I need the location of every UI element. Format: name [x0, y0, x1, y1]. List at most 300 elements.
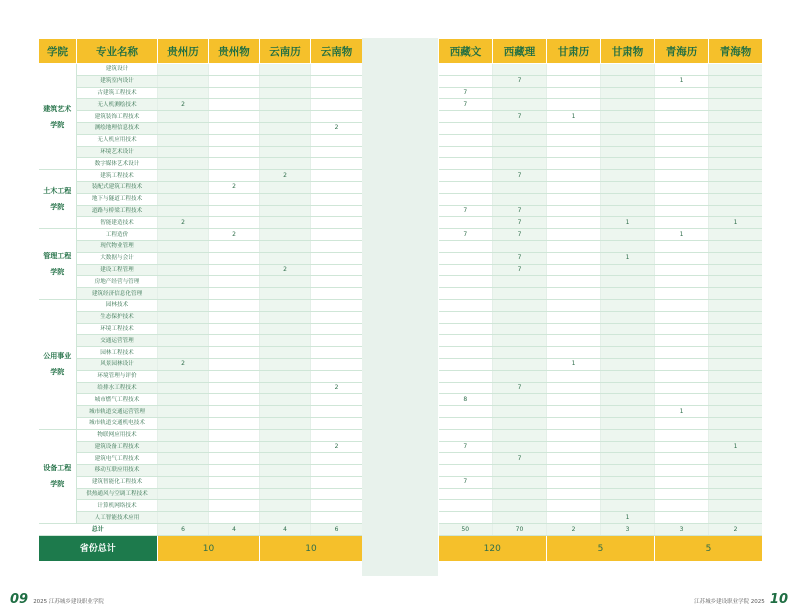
quota-cell: [547, 512, 601, 524]
quota-cell: [493, 323, 547, 335]
quota-cell: [158, 323, 209, 335]
quota-cell: [601, 465, 655, 477]
table-row: [439, 240, 763, 252]
quota-cell: [655, 347, 709, 359]
quota-cell: [260, 240, 311, 252]
quota-cell: [547, 311, 601, 323]
total-cell: 70: [493, 524, 547, 536]
quota-cell: [493, 335, 547, 347]
quota-cell: [709, 64, 763, 76]
quota-cell: [601, 64, 655, 76]
quota-cell: [709, 417, 763, 429]
quota-cell: 7: [439, 99, 493, 111]
quota-cell: [158, 453, 209, 465]
quota-cell: 7: [493, 453, 547, 465]
table-row: [39, 323, 363, 335]
table-row: [439, 476, 763, 488]
quota-cell: [209, 87, 260, 99]
quota-cell: [439, 488, 493, 500]
quota-cell: [655, 170, 709, 182]
quota-cell: [547, 476, 601, 488]
quota-cell: 7: [493, 264, 547, 276]
major-name: 建筑设计: [77, 64, 158, 76]
right-enrollment-table: [438, 38, 762, 561]
quota-cell: [260, 75, 311, 87]
table-row: [439, 111, 763, 123]
major-name: 智能建造技术: [77, 217, 158, 229]
quota-cell: [655, 465, 709, 477]
table-row: [39, 382, 363, 394]
quota-cell: [601, 122, 655, 134]
quota-cell: 2: [158, 99, 209, 111]
province-total-cell: 10: [260, 536, 363, 562]
quota-cell: [209, 488, 260, 500]
quota-cell: [158, 264, 209, 276]
province-total-cell: 10: [158, 536, 260, 562]
table-row: [439, 500, 763, 512]
quota-cell: [709, 358, 763, 370]
table-row: [439, 170, 763, 182]
major-name: 移动互联应用技术: [77, 465, 158, 477]
quota-cell: [547, 170, 601, 182]
table-row: [39, 347, 363, 359]
quota-cell: [709, 240, 763, 252]
table-row: [439, 193, 763, 205]
quota-cell: [311, 311, 363, 323]
quota-cell: [439, 276, 493, 288]
quota-cell: [655, 382, 709, 394]
quota-cell: [709, 134, 763, 146]
quota-cell: 2: [158, 217, 209, 229]
quota-cell: [655, 370, 709, 382]
quota-cell: [601, 276, 655, 288]
quota-cell: [311, 64, 363, 76]
quota-cell: [439, 500, 493, 512]
quota-cell: [547, 299, 601, 311]
quota-cell: [439, 370, 493, 382]
quota-cell: [209, 276, 260, 288]
quota-cell: [601, 441, 655, 453]
table-row: [439, 64, 763, 76]
quota-cell: [209, 311, 260, 323]
column-header: 学院: [39, 39, 77, 64]
table-row: [39, 111, 363, 123]
quota-cell: [709, 170, 763, 182]
quota-cell: [709, 311, 763, 323]
quota-cell: [709, 87, 763, 99]
quota-cell: [655, 311, 709, 323]
quota-cell: [601, 264, 655, 276]
quota-cell: [655, 323, 709, 335]
table-row: [39, 170, 363, 182]
quota-cell: [260, 394, 311, 406]
quota-cell: [709, 146, 763, 158]
table-row: [439, 335, 763, 347]
quota-cell: [655, 417, 709, 429]
quota-cell: [655, 146, 709, 158]
quota-cell: 1: [601, 512, 655, 524]
table-row: [39, 122, 363, 134]
quota-cell: [601, 181, 655, 193]
table-row: [439, 394, 763, 406]
quota-cell: [601, 75, 655, 87]
quota-cell: [439, 382, 493, 394]
quota-cell: [158, 229, 209, 241]
quota-cell: [493, 512, 547, 524]
quota-cell: [439, 111, 493, 123]
table-row: [39, 429, 363, 441]
quota-cell: [209, 75, 260, 87]
table-row: [39, 465, 363, 477]
quota-cell: [493, 99, 547, 111]
table-row: [39, 288, 363, 300]
quota-cell: [709, 370, 763, 382]
quota-cell: [158, 465, 209, 477]
quota-cell: 7: [493, 252, 547, 264]
column-header: 云南历: [260, 39, 311, 64]
quota-cell: [260, 476, 311, 488]
quota-cell: [655, 122, 709, 134]
quota-cell: 7: [493, 382, 547, 394]
quota-cell: [260, 146, 311, 158]
quota-cell: [493, 299, 547, 311]
total-cell: 4: [260, 524, 311, 536]
table-row: [439, 217, 763, 229]
quota-cell: [655, 276, 709, 288]
footer-meta-right: 江苏城乡建设职业学院 2025: [694, 599, 765, 605]
quota-cell: [158, 122, 209, 134]
table-row: [439, 276, 763, 288]
quota-cell: [655, 288, 709, 300]
table-row: [439, 370, 763, 382]
quota-cell: 7: [439, 441, 493, 453]
quota-cell: 7: [493, 229, 547, 241]
major-name: 环境艺术设计: [77, 146, 158, 158]
table-row: [39, 417, 363, 429]
quota-cell: [709, 229, 763, 241]
quota-cell: [209, 512, 260, 524]
table-row: [39, 240, 363, 252]
quota-cell: [709, 406, 763, 418]
quota-cell: [547, 417, 601, 429]
quota-cell: [709, 323, 763, 335]
quota-cell: [655, 111, 709, 123]
quota-cell: [158, 406, 209, 418]
quota-cell: [439, 64, 493, 76]
major-name: 道路与桥梁工程技术: [77, 205, 158, 217]
column-header: 西藏理: [493, 39, 547, 64]
quota-cell: 1: [655, 406, 709, 418]
quota-cell: [547, 146, 601, 158]
quota-cell: [439, 453, 493, 465]
quota-cell: [209, 170, 260, 182]
table-row: [439, 229, 763, 241]
quota-cell: [158, 111, 209, 123]
quota-cell: [547, 465, 601, 477]
quota-cell: [709, 75, 763, 87]
quota-cell: [547, 252, 601, 264]
quota-cell: [547, 488, 601, 500]
quota-cell: [493, 406, 547, 418]
major-name: 环境工程技术: [77, 323, 158, 335]
quota-cell: [439, 299, 493, 311]
quota-cell: [260, 217, 311, 229]
quota-cell: [655, 429, 709, 441]
right-page: [438, 38, 762, 576]
quota-cell: [311, 276, 363, 288]
column-header: 云南物: [311, 39, 363, 64]
total-cell: 50: [439, 524, 493, 536]
quota-cell: 7: [493, 75, 547, 87]
quota-cell: [493, 476, 547, 488]
quota-cell: [601, 394, 655, 406]
quota-cell: [547, 264, 601, 276]
quota-cell: [158, 417, 209, 429]
quota-cell: [601, 358, 655, 370]
quota-cell: [209, 382, 260, 394]
table-row: [439, 441, 763, 453]
quota-cell: [311, 512, 363, 524]
quota-cell: [158, 488, 209, 500]
table-row: [439, 382, 763, 394]
quota-cell: [655, 453, 709, 465]
major-name: 数字媒体艺术设计: [77, 158, 158, 170]
quota-cell: [311, 87, 363, 99]
total-row: [39, 524, 363, 536]
quota-cell: [260, 453, 311, 465]
quota-cell: [547, 500, 601, 512]
quota-cell: 7: [439, 476, 493, 488]
quota-cell: [209, 111, 260, 123]
quota-cell: [311, 170, 363, 182]
quota-cell: [311, 488, 363, 500]
quota-cell: [209, 441, 260, 453]
quota-cell: [655, 134, 709, 146]
quota-cell: [547, 134, 601, 146]
quota-cell: [547, 382, 601, 394]
quota-cell: [655, 205, 709, 217]
college-name: 土木工程 学院: [39, 170, 77, 229]
quota-cell: [439, 217, 493, 229]
quota-cell: [493, 134, 547, 146]
major-name: 无人机测绘技术: [77, 99, 158, 111]
major-name: 供热通风与空调工程技术: [77, 488, 158, 500]
quota-cell: [311, 264, 363, 276]
quota-cell: [439, 311, 493, 323]
quota-cell: [493, 488, 547, 500]
quota-cell: [209, 453, 260, 465]
quota-cell: [311, 323, 363, 335]
quota-cell: [709, 111, 763, 123]
quota-cell: [260, 99, 311, 111]
quota-cell: [439, 323, 493, 335]
quota-cell: [311, 453, 363, 465]
quota-cell: [311, 229, 363, 241]
quota-cell: [655, 99, 709, 111]
quota-cell: [158, 158, 209, 170]
quota-cell: [311, 134, 363, 146]
quota-cell: [601, 111, 655, 123]
quota-cell: [547, 205, 601, 217]
quota-cell: [709, 193, 763, 205]
quota-cell: [709, 276, 763, 288]
quota-cell: [601, 476, 655, 488]
quota-cell: [709, 335, 763, 347]
quota-cell: 8: [439, 394, 493, 406]
quota-cell: 1: [709, 217, 763, 229]
quota-cell: [601, 406, 655, 418]
quota-cell: [547, 276, 601, 288]
quota-cell: [439, 240, 493, 252]
table-row: [439, 264, 763, 276]
quota-cell: [601, 370, 655, 382]
quota-cell: [655, 488, 709, 500]
quota-cell: [439, 406, 493, 418]
column-header: 甘肃历: [547, 39, 601, 64]
quota-cell: [260, 429, 311, 441]
quota-cell: [601, 134, 655, 146]
major-name: 装配式建筑工程技术: [77, 181, 158, 193]
footer-meta-left: 2025 江苏城乡建设职业学院: [33, 599, 104, 605]
quota-cell: [601, 87, 655, 99]
quota-cell: [709, 382, 763, 394]
quota-cell: [439, 347, 493, 359]
table-row: [39, 158, 363, 170]
table-row: [439, 429, 763, 441]
quota-cell: [439, 75, 493, 87]
quota-cell: [655, 87, 709, 99]
quota-cell: [547, 181, 601, 193]
quota-cell: [311, 335, 363, 347]
table-row: [39, 146, 363, 158]
quota-cell: [158, 347, 209, 359]
quota-cell: [311, 252, 363, 264]
major-name: 风景园林设计: [77, 358, 158, 370]
quota-cell: [601, 488, 655, 500]
quota-cell: [209, 299, 260, 311]
table-row: [439, 205, 763, 217]
quota-cell: [260, 358, 311, 370]
quota-cell: [493, 358, 547, 370]
table-row: [39, 87, 363, 99]
quota-cell: 2: [311, 382, 363, 394]
quota-cell: [209, 205, 260, 217]
quota-cell: [601, 146, 655, 158]
table-row: [39, 488, 363, 500]
quota-cell: [158, 205, 209, 217]
quota-cell: [209, 99, 260, 111]
quota-cell: [547, 75, 601, 87]
quota-cell: [158, 500, 209, 512]
table-row: [39, 252, 363, 264]
quota-cell: [601, 299, 655, 311]
quota-cell: [493, 158, 547, 170]
quota-cell: [601, 323, 655, 335]
quota-cell: 1: [601, 217, 655, 229]
quota-cell: [655, 500, 709, 512]
table-row: [439, 417, 763, 429]
quota-cell: [158, 429, 209, 441]
total-cell: 6: [311, 524, 363, 536]
left-page: [38, 38, 362, 576]
major-name: 给排水工程技术: [77, 382, 158, 394]
table-row: [39, 205, 363, 217]
table-row: [39, 394, 363, 406]
quota-cell: [439, 335, 493, 347]
table-row: [39, 441, 363, 453]
quota-cell: [209, 146, 260, 158]
center-spine: [362, 38, 438, 576]
quota-cell: [158, 170, 209, 182]
quota-cell: [709, 122, 763, 134]
quota-cell: 2: [209, 181, 260, 193]
quota-cell: [709, 429, 763, 441]
quota-cell: [493, 311, 547, 323]
quota-cell: [209, 358, 260, 370]
quota-cell: [547, 240, 601, 252]
table-row: [39, 370, 363, 382]
quota-cell: [311, 146, 363, 158]
table-row: [39, 64, 363, 76]
quota-cell: [547, 370, 601, 382]
table-row: [439, 488, 763, 500]
column-header: 贵州历: [158, 39, 209, 64]
quota-cell: [601, 335, 655, 347]
quota-cell: [493, 441, 547, 453]
table-row: [39, 299, 363, 311]
quota-cell: [260, 205, 311, 217]
quota-cell: [601, 417, 655, 429]
college-name: 管理工程 学院: [39, 229, 77, 300]
quota-cell: [709, 453, 763, 465]
quota-cell: [209, 335, 260, 347]
quota-cell: [493, 500, 547, 512]
quota-cell: [547, 193, 601, 205]
table-row: [439, 406, 763, 418]
quota-cell: [260, 370, 311, 382]
quota-cell: [311, 181, 363, 193]
quota-cell: [311, 99, 363, 111]
quota-cell: [260, 87, 311, 99]
quota-cell: [209, 394, 260, 406]
quota-cell: 1: [655, 75, 709, 87]
quota-cell: [158, 299, 209, 311]
quota-cell: [260, 111, 311, 123]
quota-cell: [493, 181, 547, 193]
quota-cell: [601, 500, 655, 512]
quota-cell: [260, 311, 311, 323]
quota-cell: [493, 276, 547, 288]
quota-cell: [260, 252, 311, 264]
quota-cell: [311, 500, 363, 512]
quota-cell: 7: [439, 229, 493, 241]
quota-cell: [158, 335, 209, 347]
quota-cell: [547, 217, 601, 229]
quota-cell: [547, 441, 601, 453]
province-total-label: 省份总计: [39, 536, 158, 562]
major-name: 计算机网络技术: [77, 500, 158, 512]
quota-cell: [601, 288, 655, 300]
quota-cell: [158, 146, 209, 158]
quota-cell: [260, 122, 311, 134]
quota-cell: [547, 229, 601, 241]
major-name: 人工智能技术应用: [77, 512, 158, 524]
quota-cell: [260, 335, 311, 347]
major-name: 城市燃气工程技术: [77, 394, 158, 406]
right-header-row: [439, 39, 763, 64]
quota-cell: [439, 465, 493, 477]
quota-cell: [439, 264, 493, 276]
